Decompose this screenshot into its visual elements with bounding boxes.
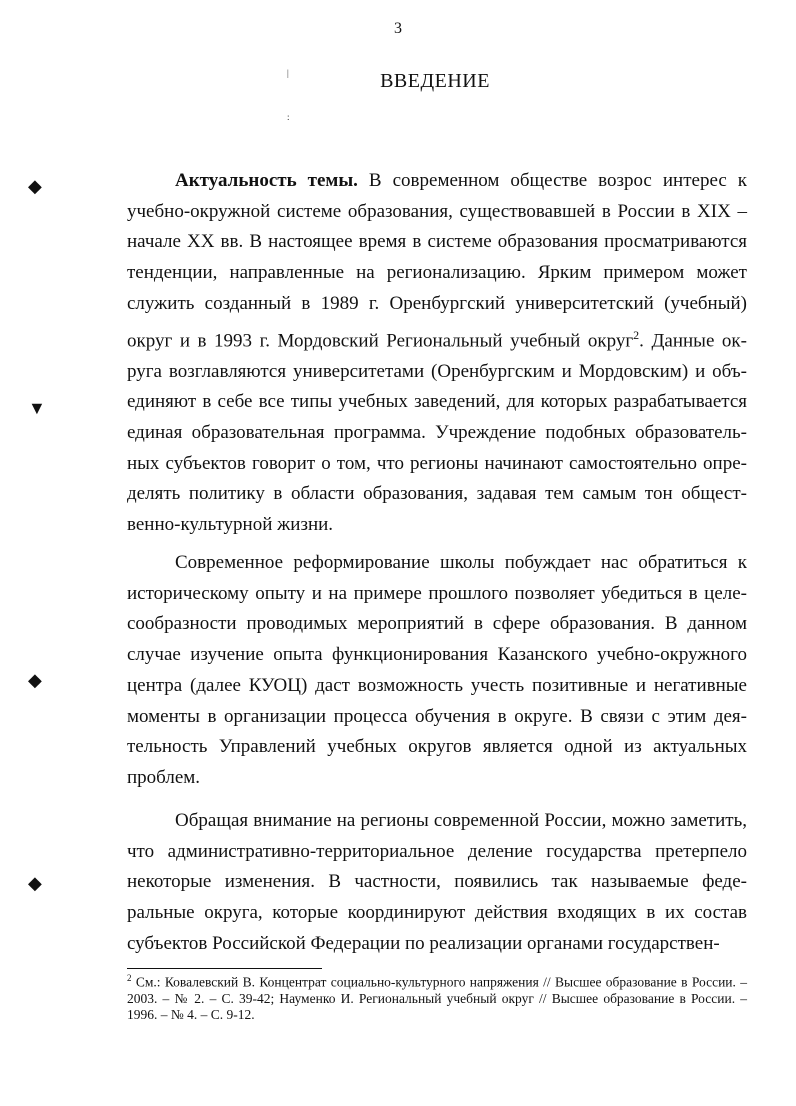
margin-mark-icon: ▼	[28, 398, 46, 418]
paragraph-reform: Современное реформирование школы побуждает нас обратиться к историческому опыту и на примере прошлого позволяет убедиться в целесообразности проводимых мероприятий в сфере образования. В данном случае изучение опыта функционирования Казанского учебно-окружного центра (далее КУОЦ) даст возможность учесть позитивные и негативные моменты в организации процесса обучения в округе. В связи с этим деятельность Управлений учебных округов является одной из актуальных проблем.	[127, 552, 747, 788]
footnote-reference: 2	[633, 327, 640, 342]
section-title: ВВЕДЕНИЕ	[380, 70, 490, 92]
footnote-marker: 2	[127, 973, 132, 983]
scan-artifact-tick: :	[287, 112, 290, 122]
paragraph-text: В современном обществе возрос интерес к учебно-окружной системе образования, существовавшей в России в XIX – начале XX вв. В настоящее время в системе образования просматриваются тенденции, направленные на регионализацию. Ярким примером может служить созданный в 1989 г. Оренбургский университетский (учебный) округ и в 1993 г. Мордовский Региональный учебный округ	[127, 170, 748, 351]
footnote-text: См.: Ковалевский В. Концентрат социально-культурного напряжения // Высшее образование в России. – 2003. – № 2. – С. 39-42; Науменко И. Региональный учебный округ // Высшее образование в России. – 1996. – № 4. – С. 9-12.	[127, 974, 747, 1022]
margin-mark-icon: ◆	[28, 176, 42, 196]
scan-artifact-tick: |	[287, 68, 289, 78]
margin-mark-icon: ◆	[28, 873, 42, 893]
footnote	[127, 970, 747, 1023]
footnote-divider	[127, 968, 322, 969]
page-number: 3	[394, 20, 402, 37]
paragraph-text-continued: . Данные округа возглавляются университетами (Оренбургским и Мордовским) и объединяют в себе все типы учебных заведений, для которых разрабатывается единая образовательная программа. Учреждение подобных образовательных субъектов говорит о том, что регионы начинают самостоятельно определять политику в области образования, задавая тем самым тон общественно-культурной жизни.	[127, 329, 747, 536]
paragraph-lead: Актуальность темы.	[175, 170, 358, 191]
margin-mark-icon: ◆	[28, 670, 42, 690]
paragraph-relevance	[127, 166, 747, 541]
paragraph-regions: Обращая внимание на регионы современной России, можно заметить, что административно-территориальное деление государства претерпело некоторые изменения. В частности, появились так называемые федеральные округа, которые координируют действия входящих в их состав субъектов Российской Федерации по реализации органами государствен-	[127, 810, 747, 954]
